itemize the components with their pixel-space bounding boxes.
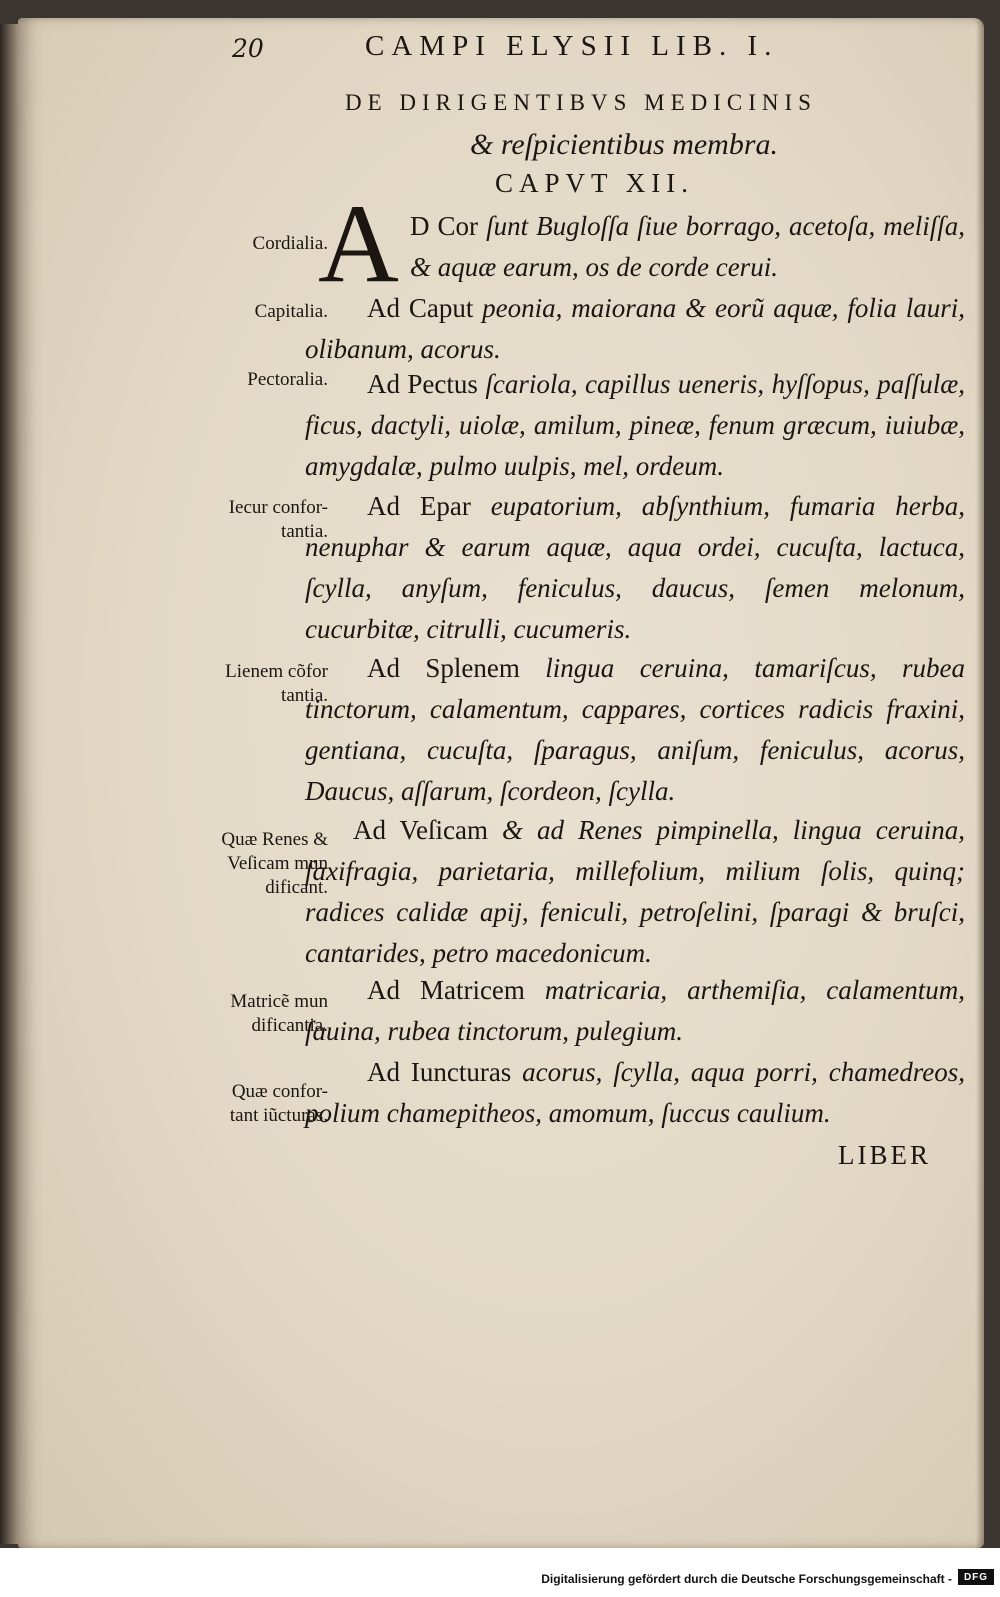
section-lead: Ad Epar xyxy=(367,491,471,521)
section-lead: Ad Matricem xyxy=(367,975,525,1005)
section-paragraph xyxy=(410,206,965,288)
margin-note-line: Quæ Renes & xyxy=(221,829,328,850)
section-paragraph xyxy=(305,486,965,650)
footer-credit: Digitalisierung gefördert durch die Deutsche Forschungsgemeinschaft - xyxy=(541,1572,952,1586)
margin-note-line: Veſicam mun xyxy=(227,853,328,874)
section-lead: Ad Splenem xyxy=(367,653,520,683)
section-text: peonia, maiorana & eorũ aquæ, folia lauri, olibanum, acorus. xyxy=(305,293,965,364)
margin-note-line: Pectoralia. xyxy=(247,369,328,390)
margin-note-line: tantia. xyxy=(281,521,328,542)
margin-note-line: dificantia. xyxy=(251,1015,328,1036)
dfg-logo-icon: DFG xyxy=(958,1569,994,1585)
page-edge-shadow xyxy=(976,18,984,1548)
section-text: eupatorium, abſynthium, fumaria herba, nenuphar & earum aquæ, aqua ordei, cucuſta, lactuca, ſcylla, anyſum, feniculus, daucus, ſemen melonum, cucurbitæ, citrulli, cucumeris. xyxy=(305,491,965,644)
margin-note-line: Lienem cõfor xyxy=(225,661,328,682)
margin-note-line: dificant. xyxy=(265,877,328,898)
chapter-number: CAPVT XII. xyxy=(495,168,695,198)
section-text: & ad Renes pimpinella, lingua ceruina, ſaxifragia, parietaria, millefolium, milium ſolis, quinq; radices calidæ apij, feniculi, petroſelini, ſparagi & bruſci, cantarides, petro macedonicum. xyxy=(305,815,965,968)
section-text: acorus, ſcylla, aqua porri, chamedreos, polium chamepitheos, amomum, ſuccus caulium. xyxy=(305,1057,965,1128)
section-paragraph xyxy=(305,1052,965,1134)
section-text: lingua ceruina, tamariſcus, rubea tinctorum, calamentum, cappares, cortices radicis fraxini, gentiana, cucuſta, ſparagus, aniſum, feniculus, acorus, Daucus, aſſarum, ſcordeon, ſcylla. xyxy=(305,653,965,806)
section-paragraph xyxy=(305,364,965,487)
drop-cap: A xyxy=(318,182,399,306)
section-paragraph xyxy=(305,810,965,974)
margin-note-line: Cordialia. xyxy=(252,233,328,254)
margin-note-line: tantia. xyxy=(281,685,328,706)
section-text: ſcariola, capillus ueneris, hyſſopus, paſſulæ, ficus, dactyli, uiolæ, amilum, pineæ, fenum græcum, iuiubæ, amygdalæ, pulmo uulpis, mel, ordeum. xyxy=(305,369,966,481)
chapter-title-line-2: & reſpicientibus membra. xyxy=(470,128,779,161)
catchword: LIBER xyxy=(838,1140,931,1170)
section-lead: Ad Iuncturas xyxy=(367,1057,512,1087)
page-number: 20 xyxy=(232,34,264,63)
margin-note-line: Quæ confor- xyxy=(231,1081,328,1102)
margin-note-line: Capitalia. xyxy=(254,301,328,322)
section-lead: D Cor xyxy=(410,211,479,241)
margin-note-line: Iecur confor- xyxy=(228,497,328,518)
section-text: ſunt Bugloſſa ſiue borrago, acetoſa, meliſſa, & aquæ earum, os de corde cerui. xyxy=(410,211,965,282)
section-lead: Ad Veſicam xyxy=(353,815,488,845)
section-paragraph xyxy=(305,648,965,812)
section-lead: Ad Caput xyxy=(367,293,474,323)
margin-note-line: tant iũcturas. xyxy=(229,1105,328,1126)
section-text: matricaria, arthemiſia, calamentum, ſauina, rubea tinctorum, pulegium. xyxy=(305,975,966,1046)
margin-note xyxy=(253,232,328,256)
section-paragraph xyxy=(305,970,965,1052)
section-lead: Ad Pectus xyxy=(367,369,478,399)
running-title: CAMPI ELYSII LIB. I. xyxy=(365,30,779,62)
chapter-title-line-1: DE DIRIGENTIBVS MEDICINIS xyxy=(345,90,817,115)
margin-note-line: Matricẽ mun xyxy=(230,991,328,1012)
section-paragraph xyxy=(305,288,965,370)
